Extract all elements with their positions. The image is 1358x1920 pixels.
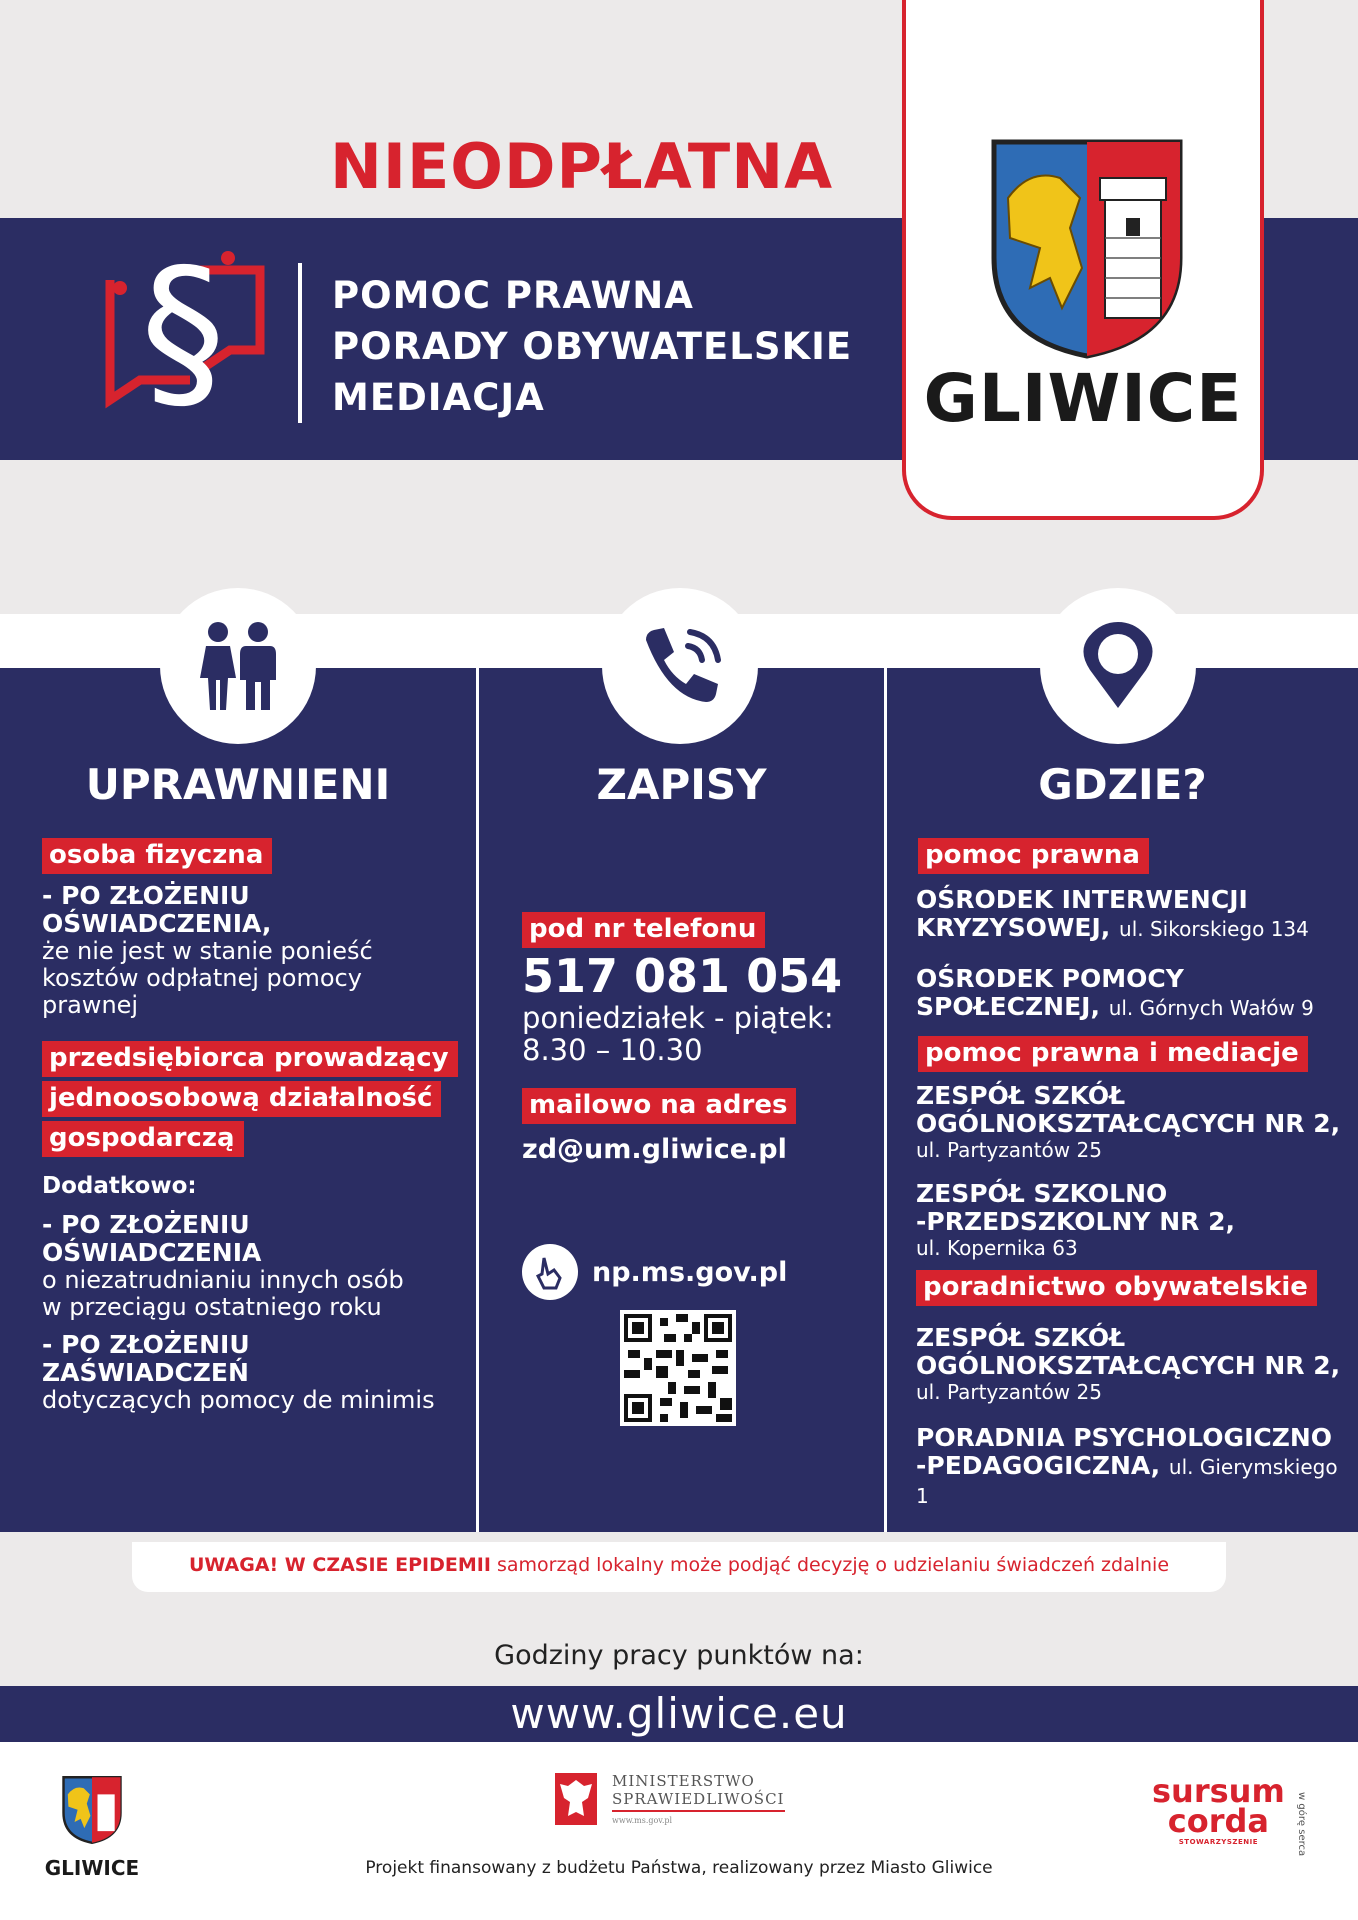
people-icon-circle xyxy=(160,588,316,744)
location-name: ZESPÓŁ SZKÓŁ xyxy=(916,1081,1126,1110)
sponsor-tag: STOWARZYSZENIE xyxy=(1178,1838,1259,1846)
eligible-statement-line: kosztów odpłatnej pomocy xyxy=(42,964,362,992)
location-entry xyxy=(916,1324,1346,1404)
eligible-statement-line: dotyczących pomocy de minimis xyxy=(42,1386,435,1414)
ms-website-link[interactable]: np.ms.gov.pl xyxy=(592,1256,788,1288)
location-entry xyxy=(916,1180,1346,1260)
location-address: ul. Sikorskiego 134 xyxy=(1119,917,1309,941)
location-name: ZESPÓŁ SZKOLNO xyxy=(916,1179,1168,1208)
page-title: NIEODPŁATNA xyxy=(330,130,834,203)
service-mediation: MEDIACJA xyxy=(332,376,545,419)
column-title-gdzie: GDZIE? xyxy=(1038,760,1207,809)
gliwice-crest-icon xyxy=(990,138,1184,360)
location-entry xyxy=(916,965,1346,1022)
tag-entrepreneur: przedsiębiorca prowadzący xyxy=(42,1041,458,1077)
ministry-logo-text xyxy=(612,1772,785,1825)
eligible-statement-bold: - PO ZŁOŻENIU ZAŚWIADCZEŃ xyxy=(42,1330,250,1387)
location-name: OGÓLNOKSZTAŁCĄCYCH NR 2, xyxy=(916,1109,1341,1138)
footer-city-name: GLIWICE xyxy=(44,1856,140,1880)
eligible-column xyxy=(42,838,462,1414)
sponsor-word-1: sursum xyxy=(1152,1772,1285,1810)
hand-pointer-icon xyxy=(522,1244,578,1300)
service-civic-advice: PORADY OBYWATELSKIE xyxy=(332,325,853,368)
registration-column xyxy=(522,912,872,1165)
eligible-statement-line: prawnej xyxy=(42,991,139,1019)
notice-bold: UWAGA! W CZASIE EPIDEMII xyxy=(188,1554,491,1576)
qr-code-icon[interactable] xyxy=(620,1310,736,1426)
sponsor-word-2: corda xyxy=(1167,1802,1269,1840)
location-pin-icon xyxy=(1070,618,1166,714)
tag-entrepreneur: gospodarczą xyxy=(42,1121,244,1157)
sponsor-side-text: w górę serca xyxy=(1296,1792,1307,1857)
city-crest-card xyxy=(902,0,1264,520)
locations-column xyxy=(916,838,1346,1510)
email-address[interactable]: zd@um.gliwice.pl xyxy=(522,1134,787,1165)
location-entry xyxy=(916,1082,1346,1162)
location-icon-circle xyxy=(1040,588,1196,744)
location-address: ul. Partyzantów 25 xyxy=(916,1380,1102,1404)
eligible-statement-line: że nie jest w stanie ponieść xyxy=(42,937,373,965)
opening-days: poniedziałek - piątek: xyxy=(522,1001,834,1035)
location-entry xyxy=(916,1424,1346,1510)
svg-text:§: § xyxy=(140,240,226,431)
location-address: ul. Kopernika 63 xyxy=(916,1236,1078,1260)
epidemic-notice xyxy=(132,1542,1226,1592)
location-name: -PRZEDSZKOLNY NR 2, xyxy=(916,1207,1235,1236)
notice-text: samorząd lokalny może podjąć decyzję o udzielaniu świadczeń zdalnie xyxy=(496,1554,1170,1576)
tag-phone: pod nr telefonu xyxy=(522,912,765,948)
city-name: GLIWICE xyxy=(923,360,1243,437)
location-name: SPOŁECZNEJ, xyxy=(916,992,1100,1021)
location-address: ul. Partyzantów 25 xyxy=(916,1138,1102,1162)
location-name: KRYZYSOWEJ, xyxy=(916,913,1111,942)
funding-note: Projekt finansowany z budżetu Państwa, realizowany przez Miasto Gliwice xyxy=(365,1858,993,1878)
tag-civic-advice: poradnictwo obywatelskie xyxy=(916,1270,1317,1306)
tag-legal-aid: pomoc prawna xyxy=(918,838,1149,874)
ms-website-row xyxy=(522,1244,787,1300)
additionally-label: Dodatkowo: xyxy=(42,1173,197,1199)
header-divider xyxy=(298,263,302,423)
location-name: OŚRODEK POMOCY xyxy=(916,964,1184,993)
ministry-name-line1: MINISTERSTWO xyxy=(612,1772,755,1790)
tag-legal-aid-mediation: pomoc prawna i mediacje xyxy=(918,1036,1308,1072)
location-name: PORADNIA PSYCHOLOGICZNO xyxy=(916,1423,1333,1452)
location-name: OŚRODEK INTERWENCJI xyxy=(916,885,1248,914)
eligible-statement-bold: - PO ZŁOŻENIU OŚWIADCZENIA xyxy=(42,1210,262,1267)
location-name: -PEDAGOGICZNA, xyxy=(916,1451,1161,1480)
tag-natural-person: osoba fizyczna xyxy=(42,838,272,874)
website-link[interactable]: www.gliwice.eu xyxy=(0,1686,1358,1742)
service-legal-aid: POMOC PRAWNA xyxy=(332,274,694,317)
tag-entrepreneur: jednoosobową działalność xyxy=(42,1081,441,1117)
paragraph-logo-icon xyxy=(80,240,280,440)
location-name: OGÓLNOKSZTAŁCĄCYCH NR 2, xyxy=(916,1351,1341,1380)
tag-email: mailowo na adres xyxy=(522,1088,796,1124)
eligible-statement-line: o niezatrudnianiu innych osób xyxy=(42,1266,404,1294)
hours-label: Godziny pracy punktów na: xyxy=(494,1640,864,1671)
location-entry xyxy=(916,886,1346,943)
location-address: ul. Gierymskiego 1 xyxy=(916,1455,1338,1508)
people-icon xyxy=(190,618,286,714)
phone-icon xyxy=(632,618,728,714)
phone-number[interactable]: 517 081 054 xyxy=(522,949,843,1003)
opening-time: 8.30 – 10.30 xyxy=(522,1033,703,1067)
gliwice-small-crest-icon xyxy=(62,1776,122,1844)
ministry-name-line2: SPRAWIEDLIWOŚCI xyxy=(612,1790,785,1812)
polish-eagle-icon xyxy=(554,1772,598,1826)
location-name: ZESPÓŁ SZKÓŁ xyxy=(916,1323,1126,1352)
column-title-zapisy: ZAPISY xyxy=(596,760,767,809)
column-title-uprawnieni: UPRAWNIENI xyxy=(85,760,391,809)
ministry-url: www.ms.gov.pl xyxy=(612,1816,673,1825)
services-list xyxy=(332,270,852,423)
location-address: ul. Górnych Wałów 9 xyxy=(1108,996,1314,1020)
eligible-statement-bold: - PO ZŁOŻENIU OŚWIADCZENIA, xyxy=(42,881,272,938)
sursum-corda-logo xyxy=(1152,1772,1285,1848)
eligible-statement-line: w przeciągu ostatniego roku xyxy=(42,1293,382,1321)
phone-icon-circle xyxy=(602,588,758,744)
